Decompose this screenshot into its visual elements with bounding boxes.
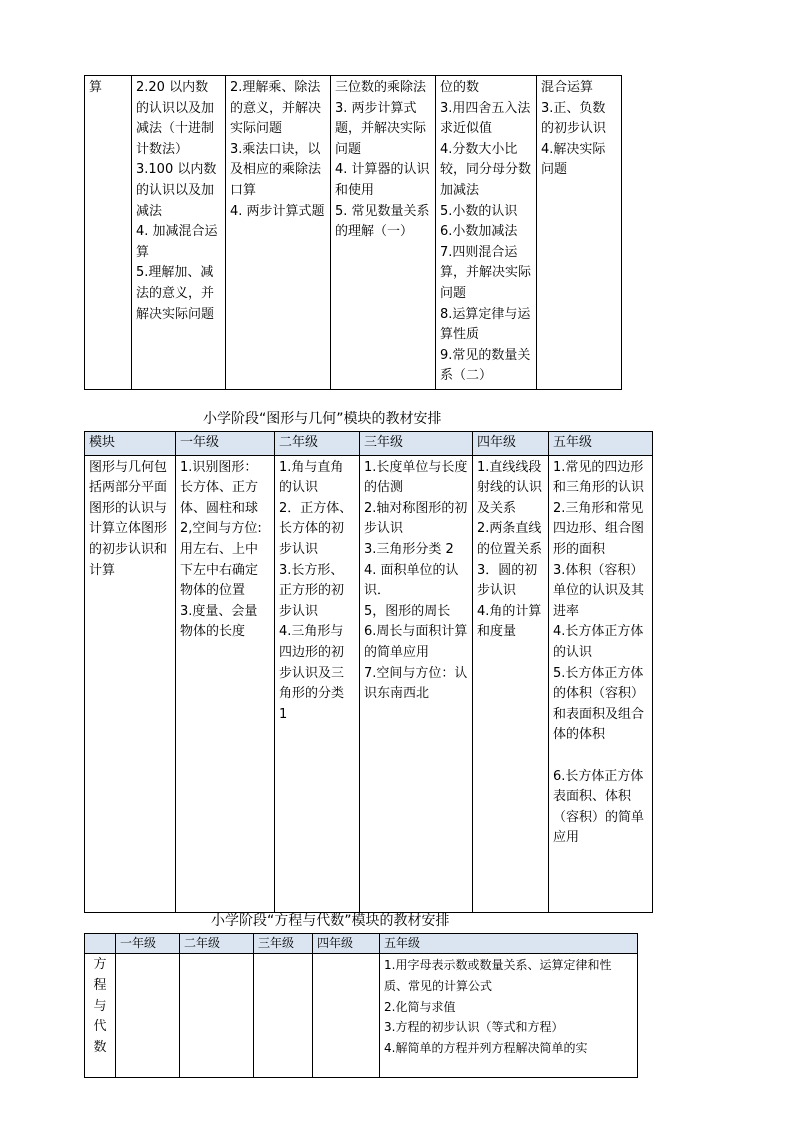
table-header-row xyxy=(85,934,638,954)
module-cell: 方 程 与 代 数 xyxy=(85,954,116,1078)
column-header: 二年级 xyxy=(180,934,254,954)
grade-cell: 1.常见的四边形和三角形的认识 2.三角形和常见四边形、组合图形的面积 3.体积（容积）单位的认识及其进率 4.长方体正方体的认识 5.长方体正方体的体积（容积）和表面积及组合体的体积 6.长方体正方体表面积、体积（容积）的简单应用 xyxy=(549,455,653,912)
table-row xyxy=(85,455,653,912)
column-header: 模块 xyxy=(85,432,176,456)
grade-cell: 2.理解乘、除法的意义，并解决实际问题 3.乘法口诀，以及相应的乘除法口算 4. 两步计算式题 xyxy=(226,76,331,390)
module-cell: 图形与几何包括两部分平面图形的认识与计算立体图形的初步认识和计算 xyxy=(85,455,176,912)
column-header: 四年级 xyxy=(473,432,549,456)
column-header: 五年级 xyxy=(549,432,653,456)
column-header xyxy=(85,934,116,954)
algebra-table xyxy=(84,933,638,1078)
grade-cell xyxy=(180,954,254,1078)
table-row xyxy=(85,76,622,390)
grade-cell: 位的数 3.用四舍五入法求近似值 4.分数大小比较，同分母分数加减法 5.小数的认识 6.小数加减法 7.四则混合运算，并解决实际问题 8.运算定律与运算性质 9.常见的数量关系（二） xyxy=(436,76,537,390)
table-header-row xyxy=(85,432,653,456)
module-cell: 算 xyxy=(85,76,132,390)
grade-cell xyxy=(254,954,313,1078)
column-header: 二年级 xyxy=(275,432,360,456)
geometry-table xyxy=(84,431,653,913)
table-row xyxy=(85,954,638,1078)
column-header: 四年级 xyxy=(313,934,380,954)
grade-cell xyxy=(313,954,380,1078)
column-header: 五年级 xyxy=(380,934,638,954)
geometry-table-caption: 小学阶段“图形与几何”模块的教材安排 xyxy=(203,411,442,427)
grade-cell: 1.直线线段射线的认识及关系 2.两条直线的位置关系 3．圆的初步认识 4.角的计算和度量 xyxy=(473,455,549,912)
continued-arithmetic-table xyxy=(84,75,622,390)
grade-cell: 1.长度单位与长度的估测 2.轴对称图形的初步认识 3.三角形分类 2 4. 面积单位的认识． 5，图形的周长 6.周长与面积计算的简单应用 7.空间与方位：认识东南西北 xyxy=(360,455,473,912)
column-header: 三年级 xyxy=(360,432,473,456)
grade-cell: 1.用字母表示数或数量关系、运算定律和性质、常见的计算公式 2.化简与求值 3.方程的初步认识（等式和方程） 4.解简单的方程并列方程解决简单的实 xyxy=(380,954,638,1078)
grade-cell: 三位数的乘除法 3. 两步计算式题，并解决实际问题 4. 计算器的认识和使用 5. 常见数量关系的理解（一） xyxy=(331,76,436,390)
grade-cell: 1.识别图形：长方体、正方体、圆柱和球 2,空间与方位:用左右、上中下左中右确定物体的位置 3.度量、会量物体的长度 xyxy=(176,455,275,912)
algebra-table-caption: 小学阶段“方程与代数”模块的教材安排 xyxy=(211,913,450,929)
grade-cell: 混合运算 3.正、负数的初步认识 4.解决实际问题 xyxy=(537,76,622,390)
grade-cell: 1.角与直角的认识 2．正方体、长方体的初步认识 3.长方形、正方形的初步认识 4.三角形与四边形的初步认识及三角形的分类 1 xyxy=(275,455,360,912)
grade-cell xyxy=(116,954,180,1078)
column-header: 三年级 xyxy=(254,934,313,954)
grade-cell: 2.20 以内数的认识以及加减法（十进制计数法） 3.100 以内数的认识以及加减法 4. 加减混合运算 5.理解加、减法的意义，并解决实际问题 xyxy=(132,76,226,390)
column-header: 一年级 xyxy=(116,934,180,954)
column-header: 一年级 xyxy=(176,432,275,456)
